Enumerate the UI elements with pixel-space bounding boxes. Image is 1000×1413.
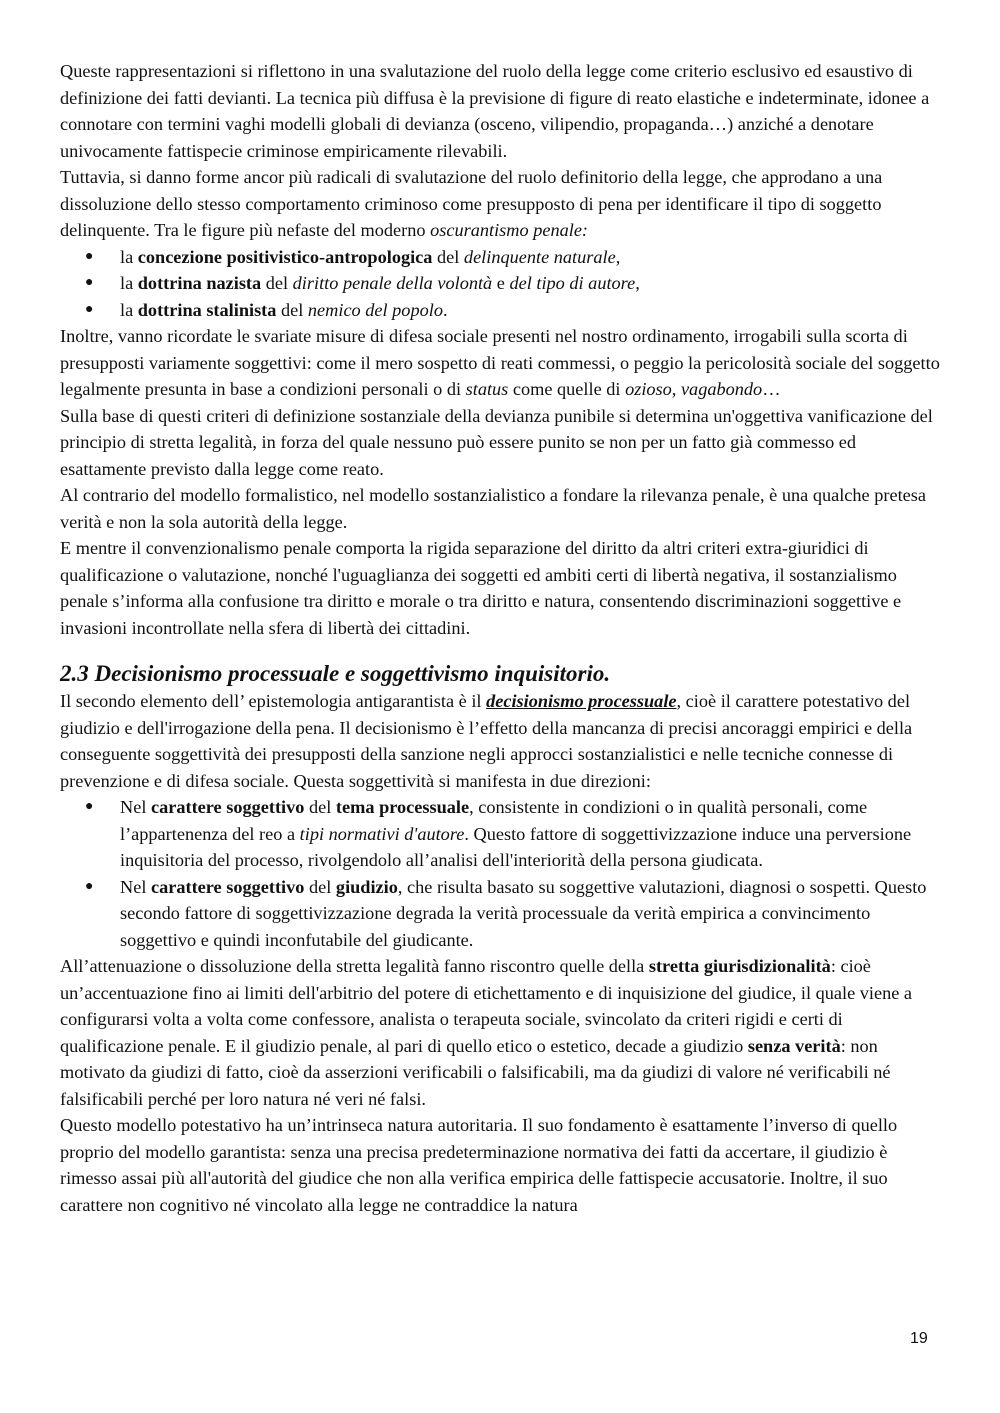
- page-number: 19: [910, 1330, 928, 1347]
- paragraph-8: All’attenuazione o dissoluzione della stretta legalità fanno riscontro quelle della stretta giurisdizionalità: cioè un’accentuazione fino ai limiti dell'arbitrio del potere di etichettamento e di inquisizione del giudice, il quale viene a configurarsi volta a volta come confessore, analista o terapeuta sociale, svincolato da criteri rigidi e certi di qualificazione penale. E il giudizio penale, al pari di quello etico o estetico, decade a giudizio senza verità: non motivato da giudizi di fatto, cioè da asserzioni verificabili o falsificabili, ma da giudizi di valore né verificabili né falsificabili perché per loro natura né veri né falsi.: [60, 956, 913, 1109]
- document-page: [60, 58, 945, 1218]
- list-item: ● la dottrina nazista del diritto penale della volontà e del tipo di autore,: [60, 270, 945, 297]
- paragraph-6: E mentre il convenzionalismo penale comporta la rigida separazione del diritto da altri criteri extra-giuridici di qualificazione o valutazione, nonché l'uguaglianza dei soggetti ed ambiti certi di libertà negativa, il sostanzialismo penale s’informa alla confusione tra diritto e morale o tra diritto e natura, consentendo discriminazioni soggettive e invasioni incontrollate nella sfera di libertà dei cittadini.: [60, 538, 902, 638]
- list-item: ● Nel carattere soggettivo del giudizio, che risulta basato su soggettive valutazioni, diagnosi o sospetti. Questo secondo fattore di soggettivizzazione degrada la verità processuale da verità empirica a convincimento soggettivo e quindi inconfutabile del giudicante.: [60, 874, 945, 954]
- list-item: ● la concezione positivistico-antropologica del delinquente naturale,: [60, 244, 945, 271]
- paragraph-7: Il secondo elemento dell’ epistemologia antigarantista è il decisionismo processuale, cioè il carattere potestativo del giudizio e dell'irrogazione della pena. Il decisionismo è l’effetto della mancanza di precisi ancoraggi empirici e della conseguente soggettività dei presupposti della sanzione negli approcci sostanzialistici e nelle tecniche connesse di prevenzione e di difesa sociale. Questa soggettività si manifesta in due direzioni:: [60, 691, 913, 791]
- bullet-list-1: [60, 244, 945, 324]
- paragraph-4: Sulla base di questi criteri di definizione sostanziale della devianza punibile si determina un'oggettiva vanificazione del principio di stretta legalità, in forza del quale nessuno può essere punito se non per un fatto già commesso ed esattamente previsto dalla legge come reato.: [60, 405, 933, 479]
- paragraph-1: Queste rappresentazioni si riflettono in una svalutazione del ruolo della legge come criterio esclusivo ed esaustivo di definizione dei fatti devianti. La tecnica più diffusa è la previsione di figure di reato elastiche e indeterminate, idonee a connotare con termini vaghi modelli globali di devianza (osceno, vilipendio, propaganda…) anziché a denotare univocamente fattispecie criminose empiricamente rilevabili.: [60, 61, 930, 161]
- paragraph-2: Tuttavia, si danno forme ancor più radicali di svalutazione del ruolo definitorio della legge, che approdano a una dissoluzione dello stesso comportamento criminoso come presupposto di pena per identificare il tipo di soggetto delinquente. Tra le figure più nefaste del moderno oscurantismo penale:: [60, 167, 883, 240]
- list-item: ● Nel carattere soggettivo del tema processuale, consistente in condizioni o in qualità personali, come l’appartenenza del reo a tipi normativi d'autore. Questo fattore di soggettivizzazione induce una perversione inquisitoria del processo, rivolgendolo all’analisi dell'interiorità della persona giudicata.: [60, 794, 945, 874]
- paragraph-3: Inoltre, vanno ricordate le svariate misure di difesa sociale presenti nel nostro ordinamento, irrogabili sulla scorta di presupposti variamente soggettivi: come il mero sospetto di reati commessi, o peggio la pericolosità sociale del soggetto legalmente presunta in base a condizioni personali o di status come quelle di ozioso, vagabondo…: [60, 326, 940, 399]
- bullet-list-2: [60, 794, 945, 953]
- section-heading: 2.3 Decisionismo processuale e soggettivismo inquisitorio.: [60, 661, 611, 686]
- paragraph-9: Questo modello potestativo ha un’intrinseca natura autoritaria. Il suo fondamento è esattamente l’inverso di quello proprio del modello garantista: senza una precisa predeterminazione normativa dei fatti da accertare, il giudizio è rimesso assai più all'autorità del giudice che non alla verifica empirica delle fattispecie accusatorie. Inoltre, il suo carattere non cognitivo né vincolato alla legge ne contraddice la natura: [60, 1115, 898, 1215]
- list-item: ● la dottrina stalinista del nemico del popolo.: [60, 297, 945, 324]
- paragraph-5: Al contrario del modello formalistico, nel modello sostanzialistico a fondare la rilevanza penale, è una qualche pretesa verità e non la sola autorità della legge.: [60, 485, 926, 532]
